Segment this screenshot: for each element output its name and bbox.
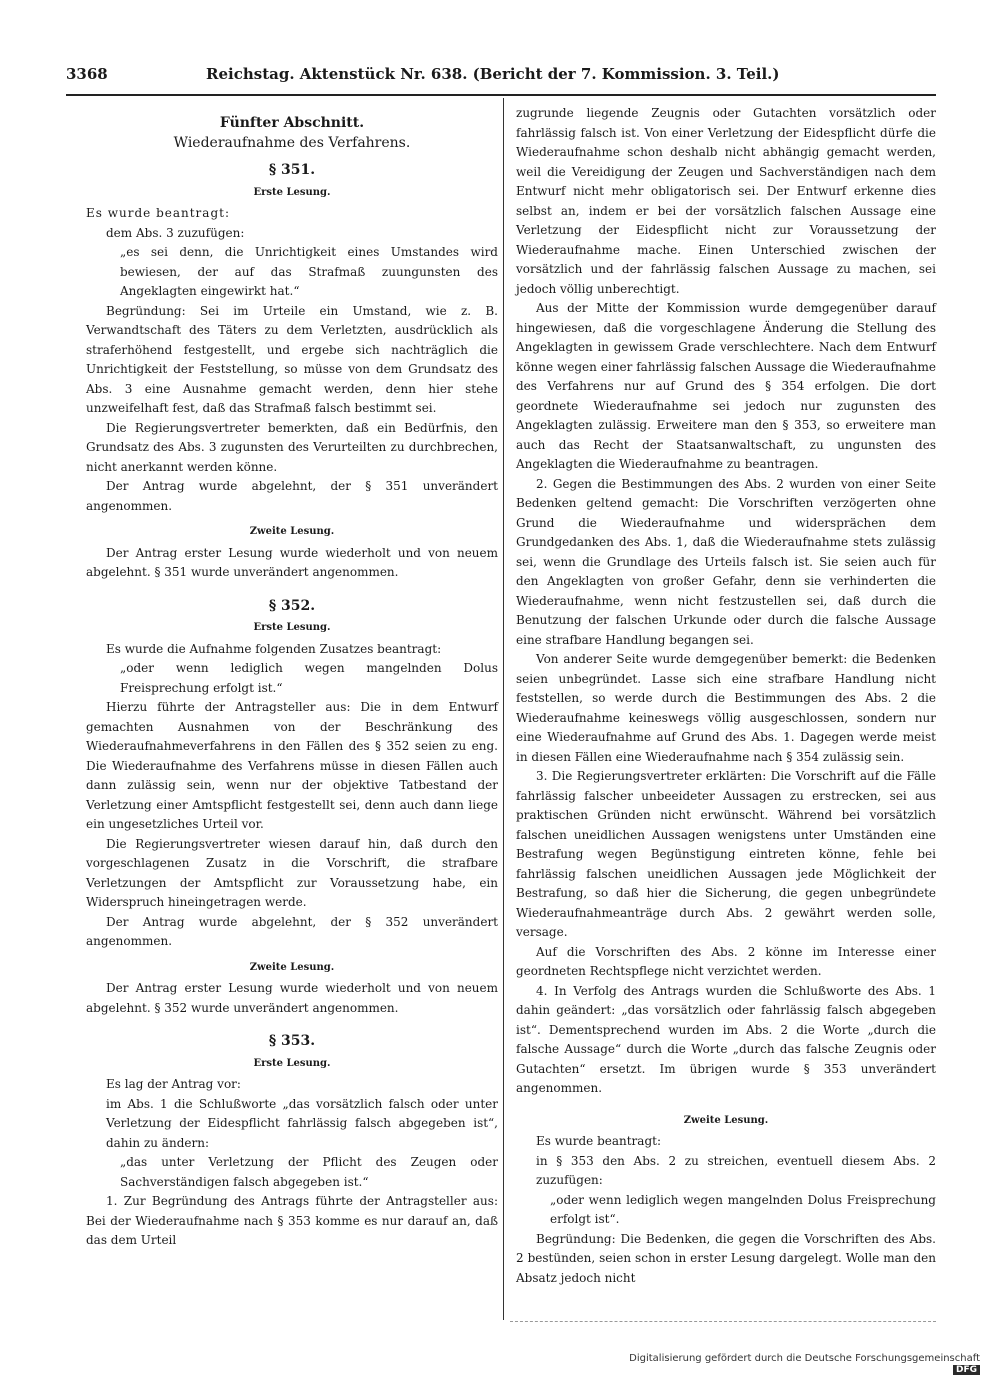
text-block: Hierzu führte der Antragsteller aus: Die in dem Entwurf gemachten Ausnahmen von der Beschränkung des Wiederaufnahmeverfahrens in den Fällen des § 352 seien zu eng. Die Wiederaufnahme des Verfahrens müsse in diesen Fällen auch dann zulässig sein, wenn nur der objektive Tatbestand der Verletzung einer Amtspflicht festgestellt sei, denn auch dann liege ein ungesetzliches Urteil vor.: [86, 700, 498, 831]
text-block: 3. Die Regierungsvertreter erklärten: Die Vorschrift auf die Fälle fahrlässig falscher unbeeideter Aussagen zu erstrecken, sei aus praktischen Gründen nicht erwünscht. Während bei vorsätzlich falschen uneidlichen Aussagen wenigstens unter Umständen eine Bestrafung wegen Begünstigung eintreten könne, fehle bei fahrlässig falschen uneidlichen Aussagen jede Möglichkeit der Bestrafung, so daß hier die Sicherung, die gegen unbegründete Wiederaufnahmeanträge durch Abs. 2 gewährt werden solle, versage.: [516, 769, 936, 939]
header-rule: [66, 94, 936, 96]
dfg-logo: DFG: [953, 1365, 980, 1375]
text-block: in § 353 den Abs. 2 zu streichen, eventuell diesem Abs. 2 zuzufügen:: [536, 1153, 936, 1187]
text-block: Der Antrag wurde abgelehnt, der § 352 unverändert angenommen.: [86, 914, 498, 948]
right-column: [516, 104, 936, 1288]
section-heading: Fünfter Abschnitt.: [219, 115, 365, 131]
text-block: Der Antrag wurde abgelehnt, der § 351 unverändert angenommen.: [86, 479, 498, 513]
text-block: Aus der Mitte der Kommission wurde demgegenüber darauf hingewiesen, daß die vorgeschlagene Änderung die Stellung des Angeklagten in gewissem Grade verschlechtere. Nach dem Entwurf könne wegen einer fahrlässig falschen Aussage die Wiederaufnahme des Verfahrens nur auf Grund des § 354 erfolgen. Die dort geordnete Wiederaufnahme sei jedoch nur zugunsten des Angeklagten zulässig. Erweitere man den § 353, so erweitere man auch das Recht der Staatsanwaltschaft, zu ungunsten des Angeklagten die Wiederaufnahme zu beantragen.: [516, 301, 936, 471]
text-block: Die Regierungsvertreter bemerkten, daß ein Bedürfnis, den Grundsatz des Abs. 3 zugunsten des Verurteilten zu durchbrechen, nicht anerkannt werden könne.: [86, 420, 498, 474]
quoted-amendment: „das unter Verletzung der Pflicht des Zeugen oder Sachverständigen falsch abgegeben ist.“: [120, 1155, 498, 1189]
left-column: [86, 104, 498, 1251]
text-block: Es lag der Antrag vor:: [106, 1077, 241, 1091]
text-block: Es wurde beantragt:: [536, 1134, 661, 1148]
text-block: Auf die Vorschriften des Abs. 2 könne im Interesse einer geordneten Rechtspflege nicht verzichtet werden.: [516, 944, 936, 978]
first-reading-label: Erste Lesung.: [253, 1057, 331, 1069]
text-block: dem Abs. 3 zuzufügen:: [106, 225, 245, 240]
quoted-amendment: „es sei denn, die Unrichtigkeit eines Umstandes wird bewiesen, der auf das Strafmaß zuungunsten des Angeklagten eingewirkt hat.“: [120, 245, 498, 298]
text-block: Begründung: Die Bedenken, die gegen die Vorschriften des Abs. 2 bestünden, seien schon in erster Lesung dargelegt. Wolle man den Absatz jedoch nicht: [516, 1231, 936, 1285]
page-header: [66, 62, 936, 88]
second-reading-label: Zweite Lesung.: [249, 526, 335, 537]
bottom-rule: [510, 1321, 936, 1322]
section-title: Wiederaufnahme des Verfahrens.: [173, 134, 411, 151]
paragraph-351-heading: § 351.: [268, 162, 316, 178]
quoted-amendment: „oder wenn lediglich wegen mangelnden Dolus Freisprechung erfolgt ist.“: [120, 661, 498, 695]
paragraph-352-heading: § 352.: [268, 597, 316, 614]
running-title: Reichstag. Aktenstück Nr. 638. (Bericht der 7. Kommission. 3. Teil.): [206, 65, 780, 83]
text-block: 4. In Verfolg des Antrags wurden die Schlußworte des Abs. 1 dahin geändert: „das vorsätzlich oder fahrlässig falsch abgegeben ist“. Dementsprechend wurden im Abs. 2 die Worte „durch die falsche Aussage“ durch die Worte „durch das falsche Zeugnis oder Gutachten“ ersetzt. Im übrigen wurde § 353 unverändert angenommen.: [516, 983, 936, 1095]
first-reading-label: Erste Lesung.: [253, 622, 331, 633]
text-block: Der Antrag erster Lesung wurde wiederholt und von neuem abgelehnt. § 351 wurde unverändert angenommen.: [86, 545, 498, 579]
page-number: 3368: [66, 65, 108, 83]
text-block: zugrunde liegende Zeugnis oder Gutachten vorsätzlich oder fahrlässig falsch ist. Von einer Verletzung der Eidespflicht dürfe die Wiederaufnahme schon deshalb nicht abhängig gemacht werden, weil die Vereidigung der Zeugen und Sachverständigen nach dem Entwurf nicht mehr obligatorisch sei. Der Entwurf erkenne dies selbst an, indem er bei der vorsätzlich falschen Aussage eine Verletzung der Eidespflicht nicht zur Voraussetzung der Wiederaufnahme mache. Einen Unterschied zwischen der vorsätzlich und der fahrlässig falschen Aussage zu machen, sei jedoch völlig unberechtigt.: [516, 106, 936, 296]
text-block: 2. Gegen die Bestimmungen des Abs. 2 wurden von einer Seite Bedenken geltend gemacht: Die Vorschriften verzögerten ohne Grund die Wiederaufnahme und widersprächen dem Grundgedanken des Abs. 1, daß die Wiederaufnahme stets zulässig sei, wenn die Grundlage des Urteils falsch ist. Sie seien auch für den Angeklagten von großer Gefahr, denn sie verhinderten die Wiederaufnahme, wenn nicht festzustellen sei, daß durch die Benutzung der falschen Urkunde oder durch die falsche Aussage eine strafbare Handlung begangen sei.: [516, 476, 936, 647]
text-block: Es wurde beantragt:: [86, 206, 230, 220]
digitization-footer: [600, 1353, 980, 1373]
footer-text: Digitalisierung gefördert durch die Deutsche Forschungsgemeinschaft: [629, 1353, 980, 1364]
text-block: Der Antrag erster Lesung wurde wiederholt und von neuem abgelehnt. § 352 wurde unverändert angenommen.: [86, 981, 498, 1015]
text-block: Die Regierungsvertreter wiesen darauf hin, daß durch den vorgeschlagenen Zusatz in die Vorschrift, die strafbare Verletzungen der Amtspflicht zur Voraussetzung habe, ein Widerspruch hineingetragen werde.: [86, 836, 498, 909]
text-block: Von anderer Seite wurde demgegenüber bemerkt: die Bedenken seien unbegründet. Lasse sich eine strafbare Handlung nicht feststellen, so werde durch die Bestimmungen des Abs. 2 die Wiederaufnahme keineswegs völlig ausgeschlossen, sondern nur eine Wiederaufnahme auf Grund des Abs. 1. Dagegen werde meist in diesen Fällen eine Wiederaufnahme nach § 354 zulässig sein.: [516, 652, 936, 764]
quoted-amendment: „oder wenn lediglich wegen mangelnden Dolus Freisprechung erfolgt ist“.: [550, 1192, 936, 1226]
text-block: Begründung: Sei im Urteile ein Umstand, wie z. B. Verwandtschaft des Täters zu dem Verletzten, ausdrücklich als straferhöhend festgestellt, und ergebe sich nachträglich die Unrichtigkeit der Feststellung, so müsse von dem Grundsatz des Abs. 3 eine Ausnahme gemacht werden, denn hier stehe unzweifelhaft fest, daß das Strafmaß falsch bestimmt sei.: [86, 303, 498, 415]
text-block: Es wurde die Aufnahme folgenden Zusatzes beantragt:: [106, 641, 442, 656]
second-reading-label: Zweite Lesung.: [683, 1114, 769, 1126]
second-reading-label: Zweite Lesung.: [249, 961, 335, 973]
first-reading-label: Erste Lesung.: [253, 186, 331, 198]
text-block: 1. Zur Begründung des Antrags führte der Antragsteller aus: Bei der Wiederaufnahme nach § 353 komme es nur darauf an, daß das dem Urteil: [86, 1194, 498, 1247]
text-block: im Abs. 1 die Schlußworte „das vorsätzlich falsch oder unter Verletzung der Eidespflicht fahrlässig falsch abgegeben ist“, dahin zu ändern:: [106, 1096, 498, 1150]
column-divider: [503, 98, 504, 1320]
paragraph-353-heading: § 353.: [268, 1033, 316, 1049]
